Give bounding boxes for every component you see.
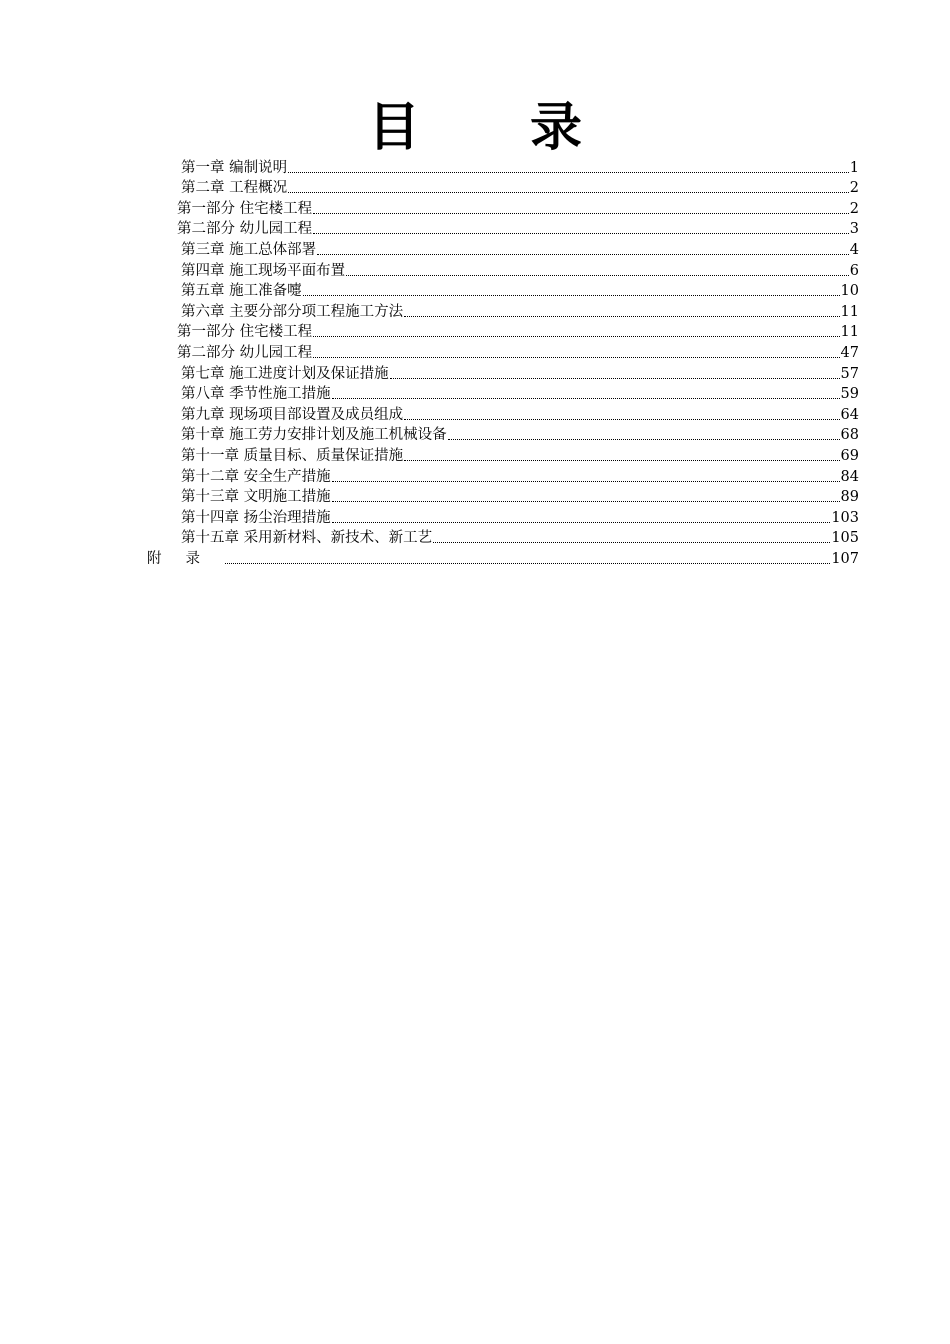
toc-entry-page: 103 xyxy=(831,509,859,526)
toc-entry[interactable] xyxy=(0,506,950,527)
toc-entry-page: 11 xyxy=(840,324,859,341)
dot-leader xyxy=(332,521,831,523)
toc-entry-page: 69 xyxy=(840,447,859,464)
toc-entry-label: 第十四章 扬尘治理措施 xyxy=(181,509,331,526)
toc-entry[interactable] xyxy=(0,156,950,177)
toc-entry[interactable] xyxy=(0,280,950,301)
toc-entry[interactable] xyxy=(0,465,950,486)
toc-entry-appendix[interactable] xyxy=(0,547,950,568)
dot-leader xyxy=(288,191,849,193)
toc-entry-page: 2 xyxy=(849,200,859,217)
dot-leader xyxy=(313,212,849,214)
dot-leader xyxy=(313,335,839,337)
toc-entry-label: 附录 xyxy=(147,550,224,567)
toc-entry-label: 第十三章 文明施工措施 xyxy=(181,489,331,506)
toc-title-char-2: 录 xyxy=(530,98,583,158)
dot-leader xyxy=(404,459,839,461)
toc-entry-page: 3 xyxy=(849,221,859,238)
toc-entry[interactable] xyxy=(0,177,950,198)
toc-entry-page: 6 xyxy=(849,262,859,279)
toc-entry-label: 第七章 施工进度计划及保证措施 xyxy=(181,365,389,382)
toc-entry-label: 第六章 主要分部分项工程施工方法 xyxy=(181,303,404,320)
toc-entry-label: 第三章 施工总体部署 xyxy=(181,241,317,258)
dot-leader xyxy=(332,480,840,482)
dot-leader xyxy=(433,541,830,543)
toc-entry-label: 第二章 工程概况 xyxy=(181,180,288,197)
toc-entry-page: 105 xyxy=(831,530,859,547)
toc-entry[interactable] xyxy=(0,362,950,383)
toc-entry-label: 第八章 季节性施工措施 xyxy=(181,386,331,403)
dot-leader xyxy=(332,500,840,502)
toc-entry-label: 第十一章 质量目标、质量保证措施 xyxy=(181,447,404,464)
toc-entry-page: 4 xyxy=(849,241,859,258)
toc-entry-page: 84 xyxy=(840,468,859,485)
toc-entry-label: 第十二章 安全生产措施 xyxy=(181,468,331,485)
toc-entry-page: 59 xyxy=(840,386,859,403)
toc-entry-page: 1 xyxy=(849,159,859,176)
toc-entry[interactable] xyxy=(0,444,950,465)
dot-leader xyxy=(225,562,830,564)
dot-leader xyxy=(404,418,839,420)
toc-entry-label: 第十五章 采用新材料、新技术、新工艺 xyxy=(181,530,433,547)
toc-title-char-1: 目 xyxy=(367,98,420,158)
toc-entry-page: 89 xyxy=(840,489,859,506)
toc-title xyxy=(0,96,950,160)
toc-entry-page: 2 xyxy=(849,180,859,197)
dot-leader xyxy=(303,294,840,296)
toc-entry[interactable] xyxy=(0,300,950,321)
toc-list xyxy=(0,156,950,568)
toc-entry-label: 第一部分 住宅楼工程 xyxy=(177,200,313,217)
toc-entry[interactable] xyxy=(0,218,950,239)
toc-entry-page: 107 xyxy=(831,550,859,567)
toc-entry-label: 第二部分 幼儿园工程 xyxy=(177,344,313,361)
toc-entry[interactable] xyxy=(0,486,950,507)
toc-entry-label: 第五章 施工准备嚏 xyxy=(181,283,302,300)
dot-leader xyxy=(317,253,849,255)
toc-entry-label: 第九章 现场项目部设置及成员组成 xyxy=(181,406,404,423)
toc-entry[interactable] xyxy=(0,403,950,424)
dot-leader xyxy=(346,274,849,276)
toc-entry[interactable] xyxy=(0,341,950,362)
toc-entry-page: 10 xyxy=(840,283,859,300)
dot-leader xyxy=(288,171,849,173)
toc-entry-label: 第一部分 住宅楼工程 xyxy=(177,324,313,341)
toc-entry-page: 57 xyxy=(840,365,859,382)
toc-entry-label: 第十章 施工劳力安排计划及施工机械设备 xyxy=(181,427,447,444)
dot-leader xyxy=(332,397,840,399)
toc-entry[interactable] xyxy=(0,321,950,342)
toc-entry[interactable] xyxy=(0,424,950,445)
toc-entry-label: 第四章 施工现场平面布置 xyxy=(181,262,346,279)
toc-entry-page: 64 xyxy=(840,406,859,423)
toc-entry[interactable] xyxy=(0,383,950,404)
dot-leader xyxy=(313,356,839,358)
dot-leader xyxy=(313,232,849,234)
toc-entry-label: 第一章 编制说明 xyxy=(181,159,288,176)
dot-leader xyxy=(404,315,839,317)
toc-entry[interactable] xyxy=(0,238,950,259)
toc-entry-page: 47 xyxy=(840,344,859,361)
toc-entry[interactable] xyxy=(0,259,950,280)
toc-entry-page: 11 xyxy=(840,303,859,320)
toc-entry-page: 68 xyxy=(840,427,859,444)
toc-entry[interactable] xyxy=(0,527,950,548)
toc-entry-label: 第二部分 幼儿园工程 xyxy=(177,221,313,238)
toc-entry[interactable] xyxy=(0,197,950,218)
dot-leader xyxy=(448,438,840,440)
dot-leader xyxy=(390,377,840,379)
